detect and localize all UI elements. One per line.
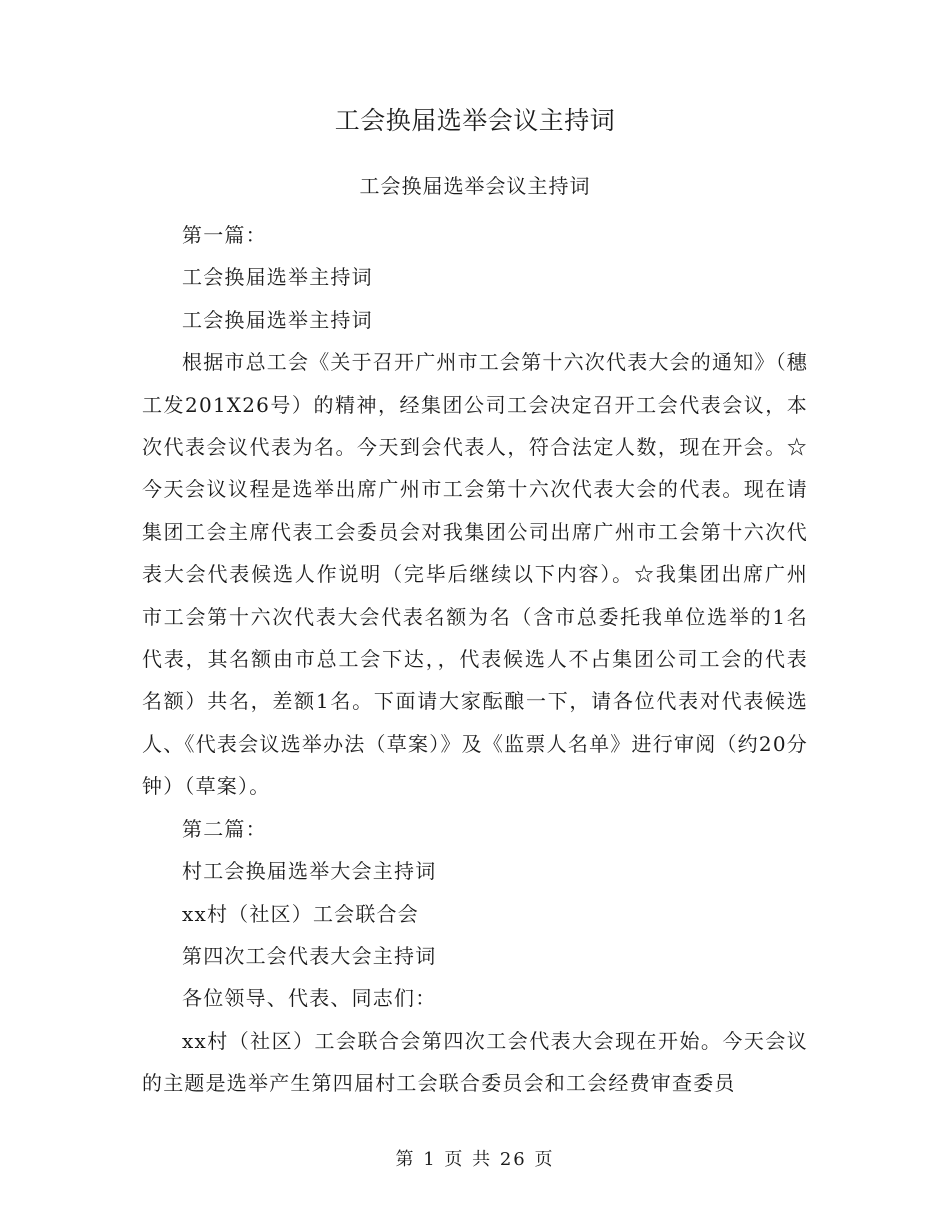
paragraph: 第四次工会代表大会主持词 bbox=[182, 943, 437, 968]
paragraph: 各位领导、代表、同志们： bbox=[182, 986, 437, 1011]
paragraph: 村工会换届选举大会主持词 bbox=[182, 859, 437, 884]
page-footer: 第 1 页 共 26 页 bbox=[395, 1149, 555, 1170]
paragraph: 第一篇： bbox=[182, 223, 267, 247]
paragraph: 根据市总工会《关于召开广州市工会第十六次代表大会的通知》（穗工发201X26号）的精神，经集团公司工会决定召开工会代表会议，本次代表会议代表为名。今天到会代表人，符合法定人数，现在开会。☆今天会议议程是选举出席广州市工会第十六次代表大会的代表。现在请集团工会主席代表工会委员会对我集团公司出席广州市工会第十六次代表大会代表候选人作说明（完毕后继续以下内容）。☆我集团出席广州市工会第十六次代表大会代表名额为名（含市总委托我单位选举的1名代表，其名额由市总工会下达，，代表候选人不占集团公司工会的代表名额）共名，差额1名。下面请大家酝酿一下，请各位代表对代表候选人、《代表会议选举办法（草案）》及《监票人名单》进行审阅（约20分钟）（草案）。 bbox=[142, 350, 808, 799]
paragraph: xx村（社区）工会联合会第四次工会代表大会现在开始。今天会议的主题是选举产生第四届村工会联合委员会和工会经费审查委员 bbox=[142, 1028, 808, 1096]
paragraph: xx村（社区）工会联合会 bbox=[182, 901, 419, 926]
paragraph: 第二篇： bbox=[182, 816, 267, 841]
paragraph: 工会换届选举主持词 bbox=[182, 265, 373, 290]
paragraph: 工会换届选举主持词 bbox=[182, 307, 373, 332]
document-subtitle: 工会换届选举会议主持词 bbox=[359, 174, 591, 198]
document-title: 工会换届选举会议主持词 bbox=[334, 106, 616, 135]
document-body bbox=[142, 214, 808, 1105]
